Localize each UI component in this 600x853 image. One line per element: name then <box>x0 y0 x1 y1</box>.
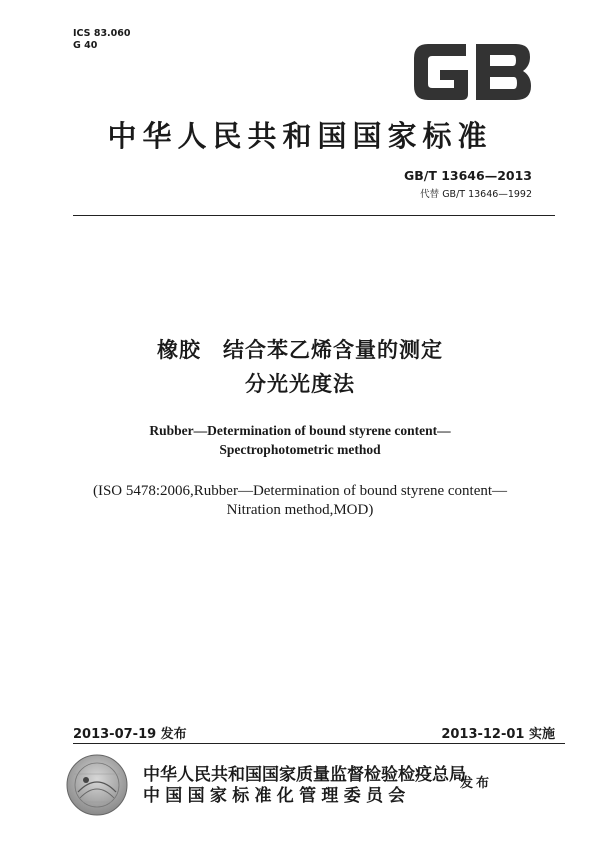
iso-reference-line1: (ISO 5478:2006,Rubber—Determination of bound styrene content— <box>92 483 508 499</box>
implementation-date: 2013-12-01 实施 <box>441 727 555 742</box>
ccs-code: G 40 <box>73 40 98 51</box>
issuing-organization-1: 中华人民共和国国家质量监督检验检疫总局 <box>143 765 466 785</box>
header-divider <box>73 215 555 216</box>
replaced-standard: 代替 GB/T 13646—1992 <box>420 189 532 200</box>
anti-counterfeit-seal-icon <box>64 752 130 818</box>
publish-label: 发布 <box>460 776 493 791</box>
chinese-title-line2: 分光光度法 <box>245 372 355 396</box>
footer-divider <box>73 743 565 744</box>
issuing-organization-2: 中国国家标准化管理委员会 <box>143 786 411 806</box>
issue-date: 2013-07-19 发布 <box>73 727 187 742</box>
english-title-line2: Spectrophotometric method <box>219 442 381 457</box>
standard-title: 中华人民共和国国家标准 <box>107 119 493 153</box>
ics-code: ICS 83.060 <box>73 28 131 39</box>
english-title-line1: Rubber—Determination of bound styrene content— <box>149 423 451 438</box>
chinese-title-line1: 橡胶 结合苯乙烯含量的测定 <box>157 338 443 362</box>
gb-logo-icon <box>410 38 534 106</box>
classification-codes <box>73 28 131 52</box>
standard-number: GB/T 13646—2013 <box>403 168 532 183</box>
iso-reference-line2: Nitration method,MOD) <box>226 502 374 518</box>
